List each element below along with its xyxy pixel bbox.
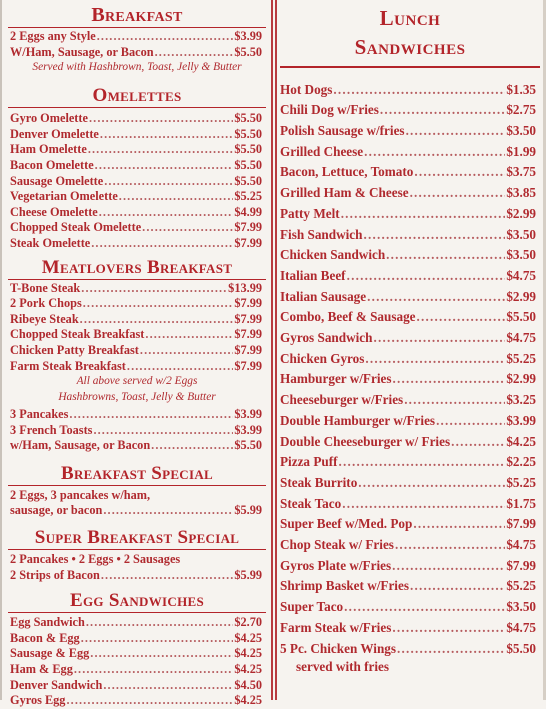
list-item [10,438,262,454]
item-name: Grilled Ham & Cheese [280,185,409,201]
item-name: Cheeseburger w/Fries [280,392,404,408]
leader-dots [69,407,233,423]
leader-dots [451,432,505,453]
item-price: $3.85 [506,185,536,201]
list-item [280,369,536,390]
item-name: Farm Steak w/Fries [280,619,392,635]
leader-dots [99,205,234,221]
item-price: $5.50 [234,111,262,126]
leader-dots [155,45,234,61]
list-item [10,359,262,375]
item-name: Chili Dog w/Fries [280,102,379,118]
item-name: Fish Sandwich [280,226,363,242]
item-name: Gyros Sandwich [280,330,373,346]
item-name: Bacon & Egg [10,630,80,645]
lunch-heading-rule [280,66,540,68]
list-item [10,423,262,439]
item-price: $3.75 [506,164,536,180]
item-name: Sausage & Egg [10,646,90,661]
list-item [280,576,536,597]
list-item [10,220,262,236]
item-price: $3.50 [506,599,536,615]
item-name: Vegetarian Omelette [10,189,118,204]
item-name: 2 Pork Chops [10,296,82,311]
meatlovers-items [6,280,268,375]
item-name: Chopped Steak Breakfast [10,327,145,342]
list-item [10,646,262,662]
leader-dots [100,127,233,143]
leader-dots [66,693,233,709]
leader-dots [406,121,506,142]
item-name: Cheese Omelette [10,204,98,219]
item-price: $5.25 [506,350,536,366]
leader-dots [404,390,505,411]
item-price: $3.99 [234,422,262,437]
item-price: $7.99 [234,220,262,235]
list-item [10,142,262,158]
item-price: $3.50 [506,123,536,138]
leader-dots [151,438,233,454]
item-name: Gyros Plate w/Fries [280,557,392,573]
list-item [10,189,262,205]
item-name: 3 French Toasts [10,422,93,437]
super-breakfast-special-heading: Super Breakfast Special [8,527,266,550]
leader-dots [392,618,505,639]
leader-dots [386,245,505,266]
item-price: $7.99 [506,516,536,532]
leader-dots [397,639,505,660]
leader-dots [413,514,505,535]
list-item [280,597,536,618]
item-price: $3.99 [506,412,536,428]
list-item [280,307,536,328]
egg-sandwiches-heading: Egg Sandwiches [8,590,266,613]
item-name: Gyros Egg [10,693,66,708]
item-name: Bacon, Lettuce, Tomato [280,164,414,180]
list-item [10,343,262,359]
leader-dots [83,296,234,312]
item-name: Hamburger w/Fries [280,371,392,387]
right-column [280,0,540,700]
list-item [10,631,262,647]
leader-dots [410,183,506,204]
leader-dots [88,142,234,158]
list-item [280,204,536,225]
item-name: Steak Taco [280,495,342,511]
item-name: Patty Melt [280,205,340,221]
list-item [10,503,262,519]
item-price: $1.99 [506,143,536,159]
lunch-heading-line2: Sandwiches [354,35,466,59]
list-item [280,245,536,266]
item-name: T-Bone Steak [10,280,81,295]
item-name: w/Ham, Sausage, or Bacon [10,438,151,453]
list-item [10,205,262,221]
item-price: $4.75 [506,537,536,553]
item-name: Ham & Egg [10,662,73,677]
list-item [280,514,536,535]
meatlovers-note-line1: All above served w/2 Eggs [76,375,198,388]
leader-dots [358,473,505,494]
leader-dots [80,312,234,328]
list-item [10,312,262,328]
item-price: $7.99 [234,296,262,311]
item-price: $7.99 [234,311,262,326]
leader-dots [363,225,505,246]
item-name: Farm Steak Breakfast [10,358,126,373]
omelettes-items [6,108,268,251]
leader-dots [140,343,233,359]
leader-dots [74,662,233,678]
list-item [10,45,262,61]
list-item [10,327,262,343]
meatlovers-extra-items [6,405,268,454]
leader-dots [380,100,505,121]
leader-dots [97,29,234,45]
leader-dots [91,236,233,252]
list-item [10,615,262,631]
item-price: $5.25 [234,189,262,204]
item-name: Chicken Gyros [280,350,365,366]
list-item [280,618,536,639]
item-name: Italian Sausage [280,288,367,304]
item-name: Chicken Patty Breakfast [10,342,139,357]
page-edge-left [0,0,2,700]
list-item [280,349,536,370]
egg-sandwiches-items [6,613,268,709]
omelettes-heading: Omelettes [8,85,266,108]
meatlovers-heading: Meatlovers Breakfast [8,257,266,280]
item-price: $3.25 [506,392,536,408]
item-price: $3.50 [506,247,536,263]
leader-dots [367,287,505,308]
item-price: $7.99 [234,235,262,250]
leader-dots [81,281,227,297]
meatlovers-note-line2: Hashbrowns, Toast, Jelly & Butter [58,391,216,404]
leader-dots [436,411,505,432]
item-name: 2 Strips of Bacon [10,567,100,582]
leader-dots [414,162,505,183]
item-price: $2.75 [506,102,536,118]
item-name: Sausage Omelette [10,173,104,188]
item-name: 2 Eggs any Style [10,29,96,43]
leader-dots [90,646,233,662]
item-name: sausage, or bacon [10,503,103,518]
item-name: W/Ham, Sausage, or Bacon [10,44,154,59]
left-column [6,0,268,708]
item-price: $7.99 [234,342,262,357]
item-name: Italian Beef [280,267,346,283]
item-price: $3.99 [234,29,262,43]
leader-dots [347,266,506,287]
list-item [280,639,536,660]
list-item [10,662,262,678]
list-item [280,80,536,101]
list-item [280,266,536,287]
list-item [280,183,536,204]
item-name: Pizza Puff [280,454,338,470]
item-name: Hot Dogs [280,81,333,97]
item-price: $5.50 [234,126,262,141]
item-price: $3.99 [234,407,262,422]
item-price: $7.99 [234,358,262,373]
item-price: $5.50 [234,438,262,453]
item-price: $4.25 [234,646,262,661]
list-item [280,452,536,473]
list-item [10,174,262,190]
item-name: Double Cheeseburger w/ Fries [280,433,451,449]
list-item [280,328,536,349]
list-item [280,473,536,494]
breakfast-special-block [6,486,268,519]
item-name: Chopped Steak Omelette [10,220,142,235]
item-name: Denver Sandwich [10,677,103,692]
leader-dots [392,556,505,577]
leader-dots [95,158,234,174]
leader-dots [341,204,506,225]
leader-dots [142,220,233,236]
list-item [10,693,262,709]
list-item [10,236,262,252]
item-price: $2.99 [506,205,536,221]
leader-dots [81,631,234,647]
leader-dots [104,174,233,190]
list-item [280,121,536,142]
super-breakfast-special-block [6,550,268,583]
item-name: Gyro Omelette [10,111,88,126]
item-name: Egg Sandwich [10,615,85,630]
item-name: Steak Omelette [10,235,91,250]
item-name: Ribeye Steak [10,311,79,326]
list-item [10,488,262,504]
item-price: $5.99 [234,503,262,518]
item-price: $1.35 [506,81,536,97]
leader-dots [339,452,506,473]
list-item [280,287,536,308]
list-item [10,29,262,45]
item-price: $4.25 [234,662,262,677]
item-name: 2 Pancakes • 2 Eggs • 2 Sausages [10,552,181,567]
leader-dots [365,349,505,370]
item-price: $2.99 [506,288,536,304]
item-price: $4.75 [506,619,536,635]
list-item [280,390,536,411]
item-name: 5 Pc. Chicken Wings [280,640,397,656]
item-name: Double Hamburger w/Fries [280,412,436,428]
list-item [10,568,262,584]
item-name: Chicken Sandwich [280,247,386,263]
leader-dots [392,369,505,390]
item-name: 2 Eggs, 3 pancakes w/ham, [10,487,151,502]
list-item [10,678,262,694]
column-divider [271,0,273,700]
leader-dots [89,111,233,127]
list-item [280,432,536,453]
list-item [280,535,536,556]
item-price: $5.50 [234,142,262,157]
leader-dots [119,189,234,205]
item-price: $5.50 [234,157,262,172]
list-item [10,127,262,143]
item-price: $4.99 [234,204,262,219]
leader-dots [145,327,233,343]
list-item [10,552,262,568]
item-price: $4.25 [506,433,536,449]
leader-dots [417,307,506,328]
list-item [280,494,536,515]
breakfast-items [6,28,268,60]
leader-dots [410,576,505,597]
last-item-subline: served with fries [296,659,390,675]
item-price: $5.25 [506,578,536,594]
item-name: Steak Burrito [280,474,358,490]
leader-dots [342,494,505,515]
item-name: Polish Sausage w/fries [280,123,405,138]
item-price: $1.75 [506,495,536,511]
leader-dots [103,503,233,519]
column-divider [275,0,277,700]
item-price: $7.99 [506,557,536,573]
list-item [280,225,536,246]
item-name: Shrimp Basket w/Fries [280,578,409,594]
item-name: 3 Pancakes [10,407,69,422]
list-item [10,158,262,174]
item-name: Denver Omelette [10,126,99,141]
list-item [280,142,536,163]
item-name: Grilled Cheese [280,143,364,159]
leader-dots [344,597,505,618]
item-price: $2.99 [506,371,536,387]
breakfast-special-heading: Breakfast Special [8,463,266,486]
leader-dots [127,359,233,375]
leader-dots [93,423,233,439]
item-price: $7.99 [234,327,262,342]
list-item [280,100,536,121]
item-price: $4.25 [234,693,262,708]
item-name: Ham Omelette [10,142,87,157]
item-name: Super Taco [280,599,344,615]
list-item [10,296,262,312]
item-price: $2.70 [234,615,262,630]
leader-dots [101,568,233,584]
breakfast-note: Served with Hashbrown, Toast, Jelly & Butter [32,61,242,74]
item-price: $3.50 [506,226,536,242]
list-item [280,162,536,183]
lunch-items [280,80,540,660]
item-price: $5.50 [506,309,536,325]
leader-dots [364,142,505,163]
breakfast-heading: Breakfast [8,4,266,28]
lunch-heading-line1: Lunch [379,6,441,30]
item-name: Bacon Omelette [10,157,94,172]
list-item [280,556,536,577]
leader-dots [333,80,505,101]
list-item [10,407,262,423]
item-price: $5.50 [234,44,262,59]
item-price: $4.75 [506,330,536,346]
item-price: $5.25 [506,474,536,490]
leader-dots [395,535,505,556]
item-price: $5.99 [234,567,262,582]
item-price: $5.50 [506,640,536,656]
leader-dots [373,328,505,349]
item-name: Super Beef w/Med. Pop [280,516,413,532]
item-price: $2.25 [506,454,536,470]
item-name: Chop Steak w/ Fries [280,537,394,553]
item-price: $5.50 [234,173,262,188]
item-price: $4.75 [506,267,536,283]
leader-dots [86,615,233,631]
list-item [10,111,262,127]
list-item [280,411,536,432]
item-name: Combo, Beef & Sausage [280,309,416,325]
list-item [10,281,262,297]
item-price: $4.25 [234,630,262,645]
item-price: $13.99 [228,280,262,295]
leader-dots [103,678,233,694]
item-price: $4.50 [234,677,262,692]
